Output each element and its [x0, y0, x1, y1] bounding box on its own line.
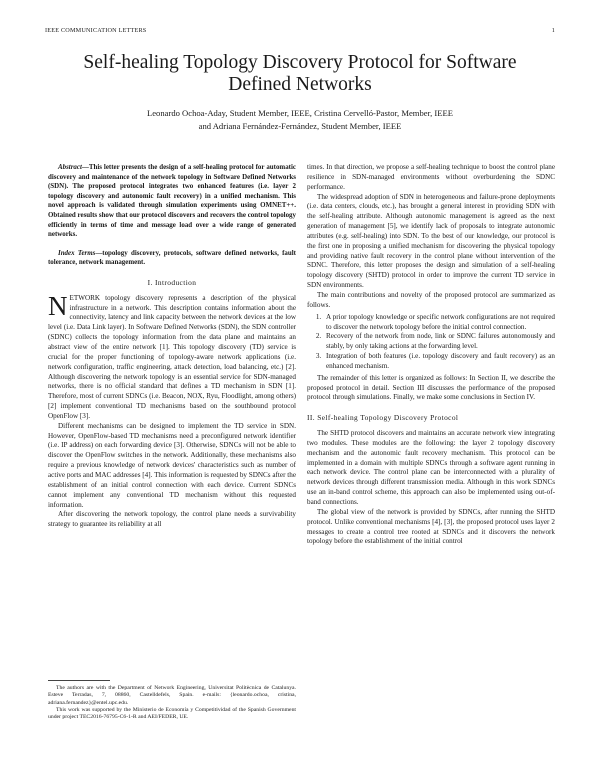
index-terms: [48, 249, 296, 268]
intro-lead-word: ETWORK: [69, 293, 101, 302]
section-heading-introduction: I. Introduction: [147, 277, 197, 287]
intro-paragraph-5: The widespread adoption of SDN in heterogeneous and failure-prone deployments (i.e. data centers, clouds, etc.), has brought a general interest in providing SDN with the self-healing attribute. Although autonomic management is agreed as the next generation of management [5], we identify lack of proposals to integrate autonomic attributes (e.g. self-healing) into SDN. To the best of our knowledge, our protocol is the first one in proposing a unified mechanism for discovering the physical topology and providing native fault recovery in the control plane without intervention of the SDNC. Therefore, this letter proposes the design and simulation of a self-healing topology discovery (SHTD) protocol in order to improve the current TD service in SDN environments.: [307, 192, 555, 290]
footnote-funding: This work was supported by the Ministerio de Economía y Competitividad of the Spanish Government under project TEC2016-76795-C6-1-R and AEI/FEDER, UE.: [48, 706, 296, 721]
journal-name: IEEE COMMUNICATION LETTERS: [45, 27, 147, 34]
abstract-text: —This letter presents the design of a self-healing protocol for automatic discovery and maintenance of the network topology in Software Defined Networks (SDN). The proposed protocol integrates two enhanced features (i.e. layer 2 topology discovery and autonomic fault recovery) in a unified mechanism. This novel approach is validated through simulation experiments using OMNET++. Obtained results show that our protocol discovers and recovers the control topology efficiently in terms of time and message load over a wide range of generated networks.: [48, 163, 296, 239]
intro-paragraph-4: times. In that direction, we propose a self-healing technique to boost the control plane resilience in SDN-managed environments without overburdening the SDNC performance.: [307, 163, 555, 191]
intro-paragraph-2: Different mechanisms can be designed to implement the TD service in SDN. However, OpenFlow-based TD mechanisms need a preconfigured network identifier (i.e. IP address) on each forwarding device [3]. Otherwise, SDNCs will not be able to discover the OpenFlow switches in the network. Additionally, these mechanisms also require a previous knowledge of network devices' characteristics such as number of active ports and MAC addresses [4]. This information is requested by SDNCs after the establishment of an initial control connection with each device. Current SDNCs cannot implement any conventional TD mechanism without this requested information.: [48, 421, 296, 509]
intro-paragraph-1: [48, 290, 296, 422]
protocol-paragraph-1: The SHTD protocol discovers and maintains an accurate network view integrating two modules. These modules are the following: the layer 2 topology discovery mechanism and the autonomic fault recovery mechanism. This protocol can be implemented in a domain with multiple SDNCs through a software agent running in each network device. The control plane can be interconnected with a plurality of network devices through different transmission media. Although in this work SDNCs use an in-band control scheme, this approach can also be implemented using out-of-band connections.: [307, 429, 555, 506]
page-number: 1: [551, 27, 555, 34]
footnote-affiliation: The authors are with the Department of Network Engineering, Universitat Politècnica de Catalunya. Esteve Terradas, 7, 08860, Castelldefels, Spain. e-mails: {leonardo.ochoa, cristina, adriana.fernandez}@entel.upc.edu.: [48, 685, 296, 706]
protocol-paragraph-2: The global view of the network is provided by SDNCs, after running the SHTD protocol. Unlike conventional mechanisms [4], [3], the proposed protocol uses layer 2 messages to create a control tree rooted at SDNCs and it discovers the network topology before the establishment of the initial control: [307, 507, 555, 546]
author-line-2: and Adriana Fernández-Fernández, Student Member, IEEE: [198, 121, 402, 131]
index-terms-text: —topology discovery, protocols, software defined networks, fault tolerance, network management.: [48, 248, 296, 267]
list-item: 2. Recovery of the network from node, link or SDNC failures autonomously and stably, by only taking actions at the forwarding level.: [323, 332, 555, 352]
drop-cap: N: [48, 290, 68, 321]
list-item: 1. A prior topology knowledge or specific network configurations are not required to discover the network topology before the initial control connection.: [323, 313, 555, 333]
intro-p1-text: topology discovery represents a description of the physical infrastructure in a network. This description contains information about the connectivity, latency and link capacity between the network devices at the low level (i.e. Data Link layer). In Software Defined Networks (SDN), the SDN controller (SDNC) collects the topology information from the data plane and maintains an abstract view of the entire network [1]. This topology discovery (TD) service is crucial for the proper functioning of topology-aware network applications (i.e. network configuration, traffic engineering, attack detection, load balancing, etc.) [2]. Although discovering the network topology is an essential service for SDN-managed networks, there is no official standard that defines a TD mechanism in SDN [1]. Therefore, most of current SDNCs (i.e. Beacon, NOX, Ryu, Floodlight, among others) [2] implement conventional TD mechanisms based on the southbound protocol OpenFlow [3].: [48, 293, 296, 420]
abstract: [48, 163, 296, 240]
abstract-label: Abstract: [58, 163, 82, 171]
index-terms-label: Index Terms: [58, 248, 96, 257]
section-heading-protocol: II. Self-healing Topology Discovery Protocol: [307, 413, 459, 423]
paper-title: Self-healing Topology Discovery Protocol for Software Defined Networks: [83, 52, 517, 95]
list-item: 3. Integration of both features (i.e. topology discovery and fault recovery) as an enhanced mechanism.: [323, 352, 555, 372]
right-column: [307, 163, 555, 547]
intro-paragraph-3: After discovering the network topology, the control plane needs a survivability strategy to guarantee its reliability at all: [48, 510, 296, 529]
footnotes: [48, 685, 296, 721]
author-block: [60, 107, 540, 133]
left-column: [48, 163, 296, 530]
author-line-1: Leonardo Ochoa-Aday, Student Member, IEEE, Cristina Cervelló-Pastor, Member, IEEE: [146, 108, 454, 118]
intro-paragraph-6: The main contributions and novelty of the proposed protocol are summarized as follows.: [307, 290, 555, 309]
running-header: [45, 27, 555, 39]
contributions-list: [307, 313, 555, 372]
footnote-rule: [48, 680, 110, 681]
intro-paragraph-7: The remainder of this letter is organized as follows: In Section II, we describe the proposed protocol in detail. Section III discusses the performance of the proposed protocol through simulations. Finally, we make some conclusions in Section IV.: [307, 373, 555, 402]
